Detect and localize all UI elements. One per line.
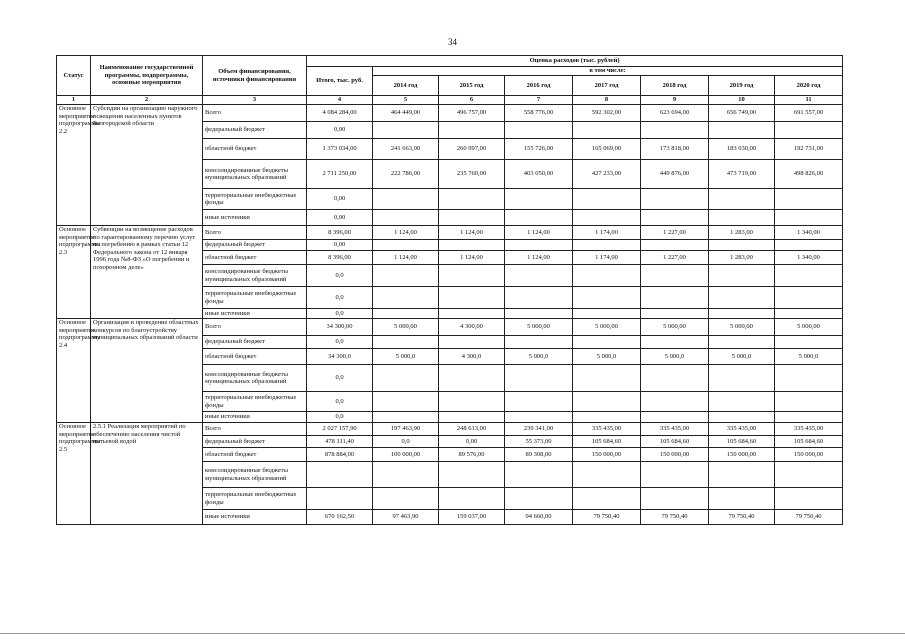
year-cell: 5 000,0 <box>573 349 641 365</box>
year-cell: 1 124,00 <box>373 251 439 265</box>
total-cell <box>307 488 373 510</box>
year-cell: 248 613,00 <box>439 423 505 436</box>
header-total: Итого, тыс. руб. <box>307 67 373 96</box>
year-cell: 5 000,00 <box>573 319 641 336</box>
year-cell: 1 340,00 <box>775 251 843 265</box>
year-cell: 403 050,00 <box>505 160 573 189</box>
year-cell: 4 300,0 <box>439 349 505 365</box>
table-header <box>57 56 843 105</box>
year-cell <box>775 412 843 423</box>
year-cell <box>439 412 505 423</box>
year-cell: 89 308,00 <box>505 448 573 462</box>
header-financing: Объем финансирования, источники финансирования <box>203 56 307 96</box>
year-cell: 558 776,00 <box>505 105 573 122</box>
year-cell <box>373 488 439 510</box>
total-cell: 4 084 284,00 <box>307 105 373 122</box>
section-status: Основное мероприятие подпрограммы 2.2 <box>57 105 91 226</box>
year-cell: 335 435,00 <box>709 423 775 436</box>
year-cell <box>641 365 709 392</box>
year-cell: 427 233,00 <box>573 160 641 189</box>
year-cell <box>505 189 573 210</box>
funding-source: консолидированные бюджеты муниципальных образований <box>203 265 307 287</box>
year-cell: 79 750,40 <box>641 510 709 525</box>
year-cell <box>775 488 843 510</box>
year-cell <box>775 122 843 139</box>
total-cell: 0,0 <box>307 336 373 349</box>
total-cell: 8 396,00 <box>307 226 373 240</box>
page-number: 34 <box>448 37 457 47</box>
year-cell <box>505 365 573 392</box>
year-cell: 5 000,0 <box>373 349 439 365</box>
total-cell: 878 884,00 <box>307 448 373 462</box>
funding-source: иные источники <box>203 309 307 319</box>
funding-source: федеральный бюджет <box>203 336 307 349</box>
year-cell: 155 726,00 <box>505 139 573 160</box>
year-cell: 1 283,00 <box>709 226 775 240</box>
year-cell: 464 449,00 <box>373 105 439 122</box>
year-cell <box>373 365 439 392</box>
year-cell <box>641 462 709 488</box>
total-cell: 1 373 034,00 <box>307 139 373 160</box>
year-cell <box>373 287 439 309</box>
table-row <box>57 319 843 336</box>
year-cell <box>373 412 439 423</box>
section-status: Основное мероприятие подпрограммы 2.3 <box>57 226 91 319</box>
year-cell <box>439 462 505 488</box>
funding-source: иные источники <box>203 210 307 226</box>
section-program-name: Организация и проведение областных конкурсов по благоустройству муниципальных образований области <box>91 319 203 423</box>
column-number: 11 <box>775 96 843 105</box>
year-cell <box>709 365 775 392</box>
year-cell <box>505 240 573 251</box>
year-cell: 5 000,0 <box>641 349 709 365</box>
total-cell: 2 027 157,90 <box>307 423 373 436</box>
year-cell: 89 576,00 <box>439 448 505 462</box>
year-cell <box>709 336 775 349</box>
total-cell: 0,00 <box>307 122 373 139</box>
year-cell <box>505 309 573 319</box>
header-year: 2017 год <box>573 76 641 96</box>
year-cell <box>641 287 709 309</box>
funding-source: Всего <box>203 423 307 436</box>
year-cell <box>505 210 573 226</box>
year-cell: 5 000,0 <box>709 349 775 365</box>
year-cell <box>709 412 775 423</box>
year-cell <box>505 122 573 139</box>
year-cell: 1 227,00 <box>641 226 709 240</box>
year-cell: 1 283,00 <box>709 251 775 265</box>
total-cell: 0,00 <box>307 210 373 226</box>
total-cell: 0,0 <box>307 392 373 412</box>
funding-source: консолидированные бюджеты муниципальных образований <box>203 160 307 189</box>
year-cell <box>573 336 641 349</box>
year-cell: 1 124,00 <box>505 251 573 265</box>
year-cell <box>709 189 775 210</box>
header-including: в том числе: <box>373 67 843 76</box>
funding-source: областной бюджет <box>203 139 307 160</box>
funding-source: консолидированные бюджеты муниципальных образований <box>203 462 307 488</box>
year-cell: 79 750,40 <box>573 510 641 525</box>
year-cell <box>439 392 505 412</box>
year-cell <box>775 365 843 392</box>
year-cell <box>573 287 641 309</box>
financing-table <box>56 55 843 525</box>
column-number: 5 <box>373 96 439 105</box>
year-cell <box>439 287 505 309</box>
year-cell <box>641 189 709 210</box>
section-program-name: Субвенции на возмещение расходов по гарантированному перечню услуг по погребению в рамках статьи 12 Федерального закона от 12 января 1996 года №8-ФЗ «О погребении и похоронном деле» <box>91 226 203 319</box>
year-cell <box>439 488 505 510</box>
section-program-name: 2.5.1 Реализация мероприятий по обеспечению населения чистой питьевой водой <box>91 423 203 525</box>
year-cell <box>573 240 641 251</box>
year-cell <box>641 122 709 139</box>
year-cell <box>709 122 775 139</box>
funding-source: территориальные внебюджетные фонды <box>203 392 307 412</box>
funding-source: Всего <box>203 319 307 336</box>
table-row <box>57 105 843 122</box>
total-cell: 2 711 250,00 <box>307 160 373 189</box>
header-year: 2016 год <box>505 76 573 96</box>
column-number: 1 <box>57 96 91 105</box>
total-cell: 0,0 <box>307 365 373 392</box>
year-cell: 1 124,00 <box>373 226 439 240</box>
year-cell: 150 000,00 <box>709 448 775 462</box>
year-cell <box>373 240 439 251</box>
year-cell: 100 000,00 <box>373 448 439 462</box>
year-cell: 5 000,00 <box>775 319 843 336</box>
funding-source: федеральный бюджет <box>203 122 307 139</box>
year-cell: 165 069,00 <box>573 139 641 160</box>
year-cell: 241 663,00 <box>373 139 439 160</box>
funding-source: территориальные внебюджетные фонды <box>203 488 307 510</box>
column-number: 8 <box>573 96 641 105</box>
year-cell: 5 000,0 <box>505 349 573 365</box>
year-cell: 0,00 <box>439 436 505 448</box>
year-cell <box>709 210 775 226</box>
header-year: 2018 год <box>641 76 709 96</box>
year-cell <box>505 392 573 412</box>
year-cell: 496 757,00 <box>439 105 505 122</box>
year-cell: 1 174,00 <box>573 226 641 240</box>
year-cell <box>373 309 439 319</box>
year-cell: 0,0 <box>373 436 439 448</box>
year-cell <box>439 336 505 349</box>
year-cell <box>709 287 775 309</box>
year-cell: 105 684,60 <box>573 436 641 448</box>
year-cell: 5 000,00 <box>709 319 775 336</box>
table-row <box>57 226 843 240</box>
header-estimate: Оценка расходов (тыс. рублей) <box>307 56 843 67</box>
header-year: 2015 год <box>439 76 505 96</box>
year-cell <box>373 462 439 488</box>
year-cell <box>373 189 439 210</box>
funding-source: консолидированные бюджеты муниципальных образований <box>203 365 307 392</box>
year-cell <box>505 287 573 309</box>
funding-source: иные источники <box>203 412 307 423</box>
year-cell <box>641 210 709 226</box>
year-cell: 335 435,00 <box>775 423 843 436</box>
year-cell <box>439 240 505 251</box>
year-cell: 473 719,00 <box>709 160 775 189</box>
year-cell <box>373 265 439 287</box>
total-cell: 8 396,00 <box>307 251 373 265</box>
total-cell: 670 162,50 <box>307 510 373 525</box>
section-status: Основное мероприятие подпрограммы 2.4 <box>57 319 91 423</box>
section-program-name: Субсидии на организацию наружного освещения населенных пунктов Белгородской области <box>91 105 203 226</box>
column-number: 6 <box>439 96 505 105</box>
year-cell <box>373 392 439 412</box>
year-cell: 691 557,00 <box>775 105 843 122</box>
year-cell: 335 435,00 <box>573 423 641 436</box>
total-cell: 0,0 <box>307 309 373 319</box>
year-cell <box>775 336 843 349</box>
year-cell <box>439 189 505 210</box>
funding-source: Всего <box>203 105 307 122</box>
total-cell: 0,00 <box>307 240 373 251</box>
header-status: Статус <box>57 56 91 96</box>
year-cell <box>641 265 709 287</box>
year-cell: 335 435,00 <box>641 423 709 436</box>
year-cell: 592 302,00 <box>573 105 641 122</box>
total-cell: 0,00 <box>307 189 373 210</box>
year-cell <box>573 122 641 139</box>
year-cell <box>573 462 641 488</box>
year-cell: 5 000,00 <box>373 319 439 336</box>
year-cell <box>573 392 641 412</box>
year-cell: 449 876,00 <box>641 160 709 189</box>
year-cell <box>775 210 843 226</box>
year-cell <box>641 309 709 319</box>
year-cell <box>775 287 843 309</box>
year-cell <box>573 189 641 210</box>
column-number: 3 <box>203 96 307 105</box>
year-cell: 1 174,00 <box>573 251 641 265</box>
funding-source: областной бюджет <box>203 349 307 365</box>
total-cell <box>307 462 373 488</box>
year-cell <box>573 309 641 319</box>
funding-source: территориальные внебюджетные фонды <box>203 287 307 309</box>
year-cell <box>641 336 709 349</box>
header-year: 2014 год <box>373 76 439 96</box>
year-cell: 173 818,00 <box>641 139 709 160</box>
funding-source: территориальные внебюджетные фонды <box>203 189 307 210</box>
year-cell: 79 750,40 <box>775 510 843 525</box>
year-cell <box>775 240 843 251</box>
year-cell: 55 373,00 <box>505 436 573 448</box>
year-cell <box>373 122 439 139</box>
year-cell: 1 124,00 <box>505 226 573 240</box>
year-cell: 105 684,60 <box>775 436 843 448</box>
year-cell <box>505 488 573 510</box>
funding-source: областной бюджет <box>203 448 307 462</box>
year-cell: 159 037,00 <box>439 510 505 525</box>
year-cell <box>709 240 775 251</box>
year-cell <box>373 210 439 226</box>
year-cell: 623 694,00 <box>641 105 709 122</box>
funding-source: федеральный бюджет <box>203 436 307 448</box>
year-cell: 498 826,00 <box>775 160 843 189</box>
year-cell <box>573 365 641 392</box>
header-program-name: Наименование государственной программы, подпрограммы, основные мероприятия <box>91 56 203 96</box>
year-cell: 4 300,00 <box>439 319 505 336</box>
year-cell: 105 684,60 <box>641 436 709 448</box>
year-cell: 150 000,00 <box>775 448 843 462</box>
year-cell: 97 463,90 <box>373 510 439 525</box>
year-cell: 94 660,00 <box>505 510 573 525</box>
year-cell <box>641 412 709 423</box>
total-cell: 478 111,40 <box>307 436 373 448</box>
year-cell: 222 786,00 <box>373 160 439 189</box>
year-cell: 1 124,00 <box>439 251 505 265</box>
year-cell: 183 030,00 <box>709 139 775 160</box>
column-number: 10 <box>709 96 775 105</box>
year-cell: 239 341,00 <box>505 423 573 436</box>
year-cell <box>775 309 843 319</box>
year-cell <box>505 336 573 349</box>
year-cell: 105 684,60 <box>709 436 775 448</box>
header-year: 2019 год <box>709 76 775 96</box>
year-cell <box>775 189 843 210</box>
total-cell: 34 300,00 <box>307 319 373 336</box>
year-cell: 5 000,00 <box>505 319 573 336</box>
year-cell <box>573 488 641 510</box>
year-cell <box>573 265 641 287</box>
year-cell: 150 000,00 <box>573 448 641 462</box>
total-cell: 0,0 <box>307 412 373 423</box>
column-number: 7 <box>505 96 573 105</box>
year-cell: 260 997,00 <box>439 139 505 160</box>
year-cell <box>505 412 573 423</box>
year-cell <box>709 265 775 287</box>
year-cell <box>439 210 505 226</box>
funding-source: федеральный бюджет <box>203 240 307 251</box>
year-cell: 235 760,00 <box>439 160 505 189</box>
year-cell <box>775 265 843 287</box>
year-cell <box>373 336 439 349</box>
year-cell: 79 750,40 <box>709 510 775 525</box>
column-number: 4 <box>307 96 373 105</box>
year-cell <box>709 392 775 412</box>
year-cell <box>439 122 505 139</box>
year-cell <box>439 365 505 392</box>
year-cell <box>709 462 775 488</box>
year-cell: 1 340,00 <box>775 226 843 240</box>
year-cell: 656 749,00 <box>709 105 775 122</box>
total-cell: 34 300,0 <box>307 349 373 365</box>
year-cell <box>439 309 505 319</box>
year-cell: 150 000,00 <box>641 448 709 462</box>
year-cell <box>641 488 709 510</box>
total-cell: 0,0 <box>307 287 373 309</box>
year-cell <box>641 240 709 251</box>
header-year: 2020 год <box>775 76 843 96</box>
year-cell <box>573 210 641 226</box>
year-cell: 1 227,00 <box>641 251 709 265</box>
year-cell: 5 000,0 <box>775 349 843 365</box>
section-status: Основное мероприятие подпрограммы 2.5 <box>57 423 91 525</box>
year-cell <box>439 265 505 287</box>
year-cell <box>775 462 843 488</box>
year-cell: 5 000,00 <box>641 319 709 336</box>
funding-source: областной бюджет <box>203 251 307 265</box>
page-bottom-rule <box>0 633 905 634</box>
funding-source: Всего <box>203 226 307 240</box>
year-cell <box>709 488 775 510</box>
column-number: 9 <box>641 96 709 105</box>
table-row <box>57 423 843 436</box>
year-cell <box>709 309 775 319</box>
table-body <box>57 105 843 525</box>
year-cell <box>573 412 641 423</box>
year-cell: 1 124,00 <box>439 226 505 240</box>
year-cell: 197 463,90 <box>373 423 439 436</box>
year-cell <box>641 392 709 412</box>
column-number: 2 <box>91 96 203 105</box>
year-cell: 192 731,00 <box>775 139 843 160</box>
year-cell <box>775 392 843 412</box>
funding-source: иные источники <box>203 510 307 525</box>
total-cell: 0,0 <box>307 265 373 287</box>
year-cell <box>505 265 573 287</box>
year-cell <box>505 462 573 488</box>
